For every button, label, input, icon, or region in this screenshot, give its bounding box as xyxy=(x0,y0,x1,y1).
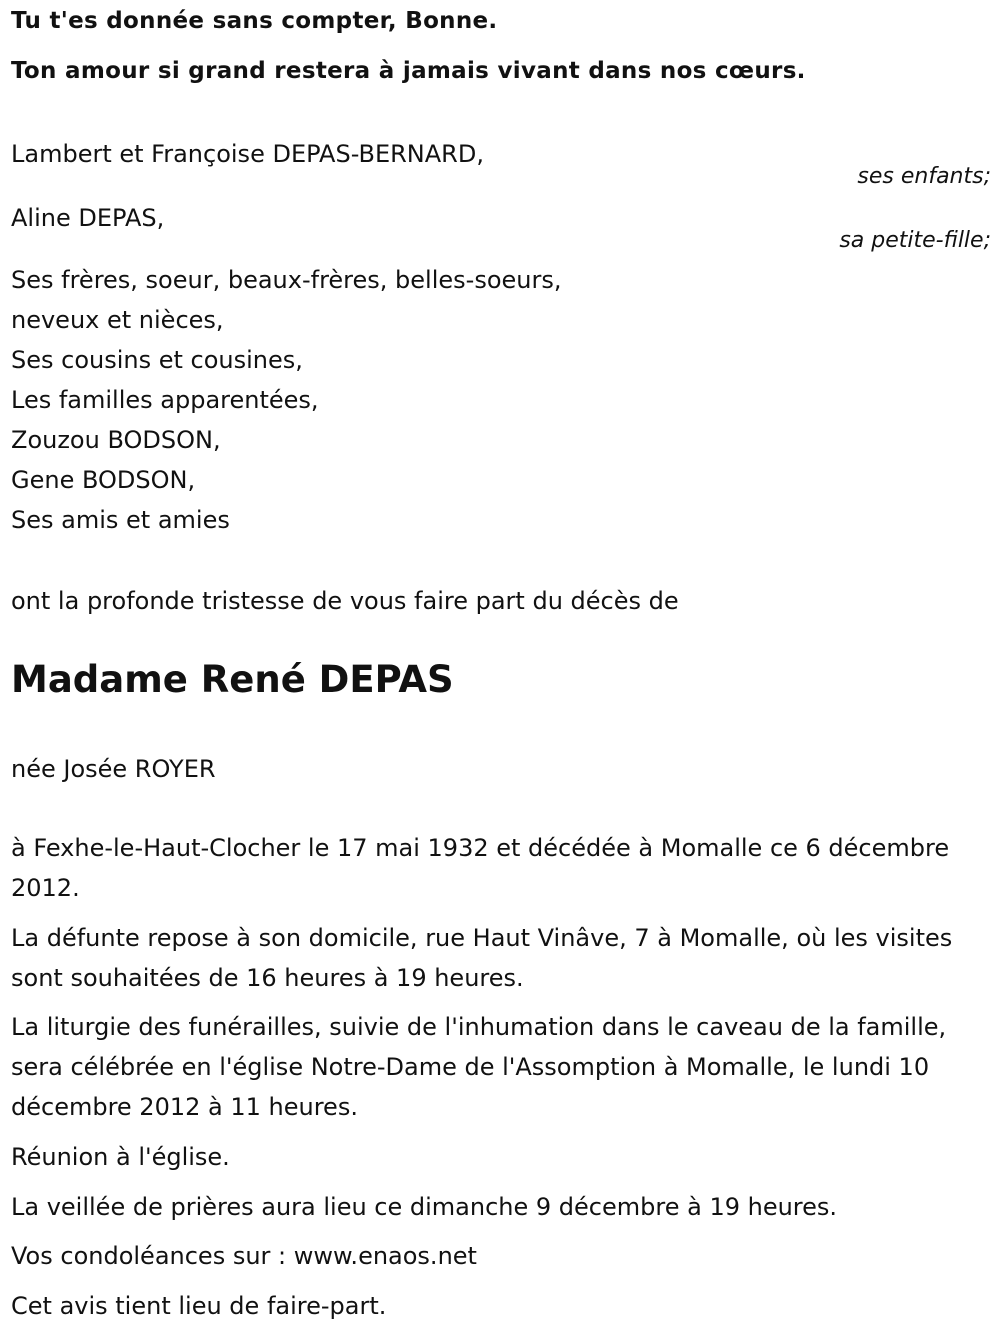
visitation-details: La défunte repose à son domicile, rue Haut Vinâve, 7 à Momalle, où les visites sont souhaitées de 16 heures à 19 heures. xyxy=(11,924,953,992)
family-list-item: Ses frères, soeur, beaux-frères, belles-soeurs, xyxy=(11,266,562,294)
birth-name: née Josée ROYER xyxy=(11,755,216,783)
family-list-item: Les familles apparentées, xyxy=(11,386,319,414)
verse-line-1: Tu t'es donnée sans compter, Bonne. xyxy=(11,8,498,34)
verse-line-2: Ton amour si grand restera à jamais vivant dans nos cœurs. xyxy=(11,58,806,84)
family-list-item: Zouzou BODSON, xyxy=(11,426,221,454)
family-list-item: Gene BODSON, xyxy=(11,466,196,494)
granddaughter-name: Aline DEPAS, xyxy=(11,204,165,232)
condolences-line: Vos condoléances sur : www.enaos.net xyxy=(11,1242,477,1270)
family-list-item: Ses amis et amies xyxy=(11,506,230,534)
granddaughter-role: sa petite-fille; xyxy=(839,228,991,253)
announcement-text: ont la profonde tristesse de vous faire part du décès de xyxy=(11,587,679,615)
family-list-item: Ses cousins et cousines, xyxy=(11,346,303,374)
family-list-item: neveux et nièces, xyxy=(11,306,224,334)
birth-death-details: à Fexhe-le-Haut-Clocher le 17 mai 1932 et décédée à Momalle ce 6 décembre 2012. xyxy=(11,834,950,902)
family-list xyxy=(11,260,561,540)
vigil-details: La veillée de prières aura lieu ce dimanche 9 décembre à 19 heures. xyxy=(11,1193,838,1221)
children-role: ses enfants; xyxy=(857,164,991,189)
notice-line: Cet avis tient lieu de faire-part. xyxy=(11,1292,387,1320)
liturgy-details: La liturgie des funérailles, suivie de l'inhumation dans le caveau de la famille, sera célébrée en l'église Notre-Dame de l'Assomption à Momalle, le lundi 10 décembre 2012 à 11 heures. xyxy=(11,1013,947,1121)
children-names: Lambert et Françoise DEPAS-BERNARD, xyxy=(11,140,484,168)
deceased-name: Madame René DEPAS xyxy=(11,658,454,701)
meeting-details: Réunion à l'église. xyxy=(11,1143,230,1171)
